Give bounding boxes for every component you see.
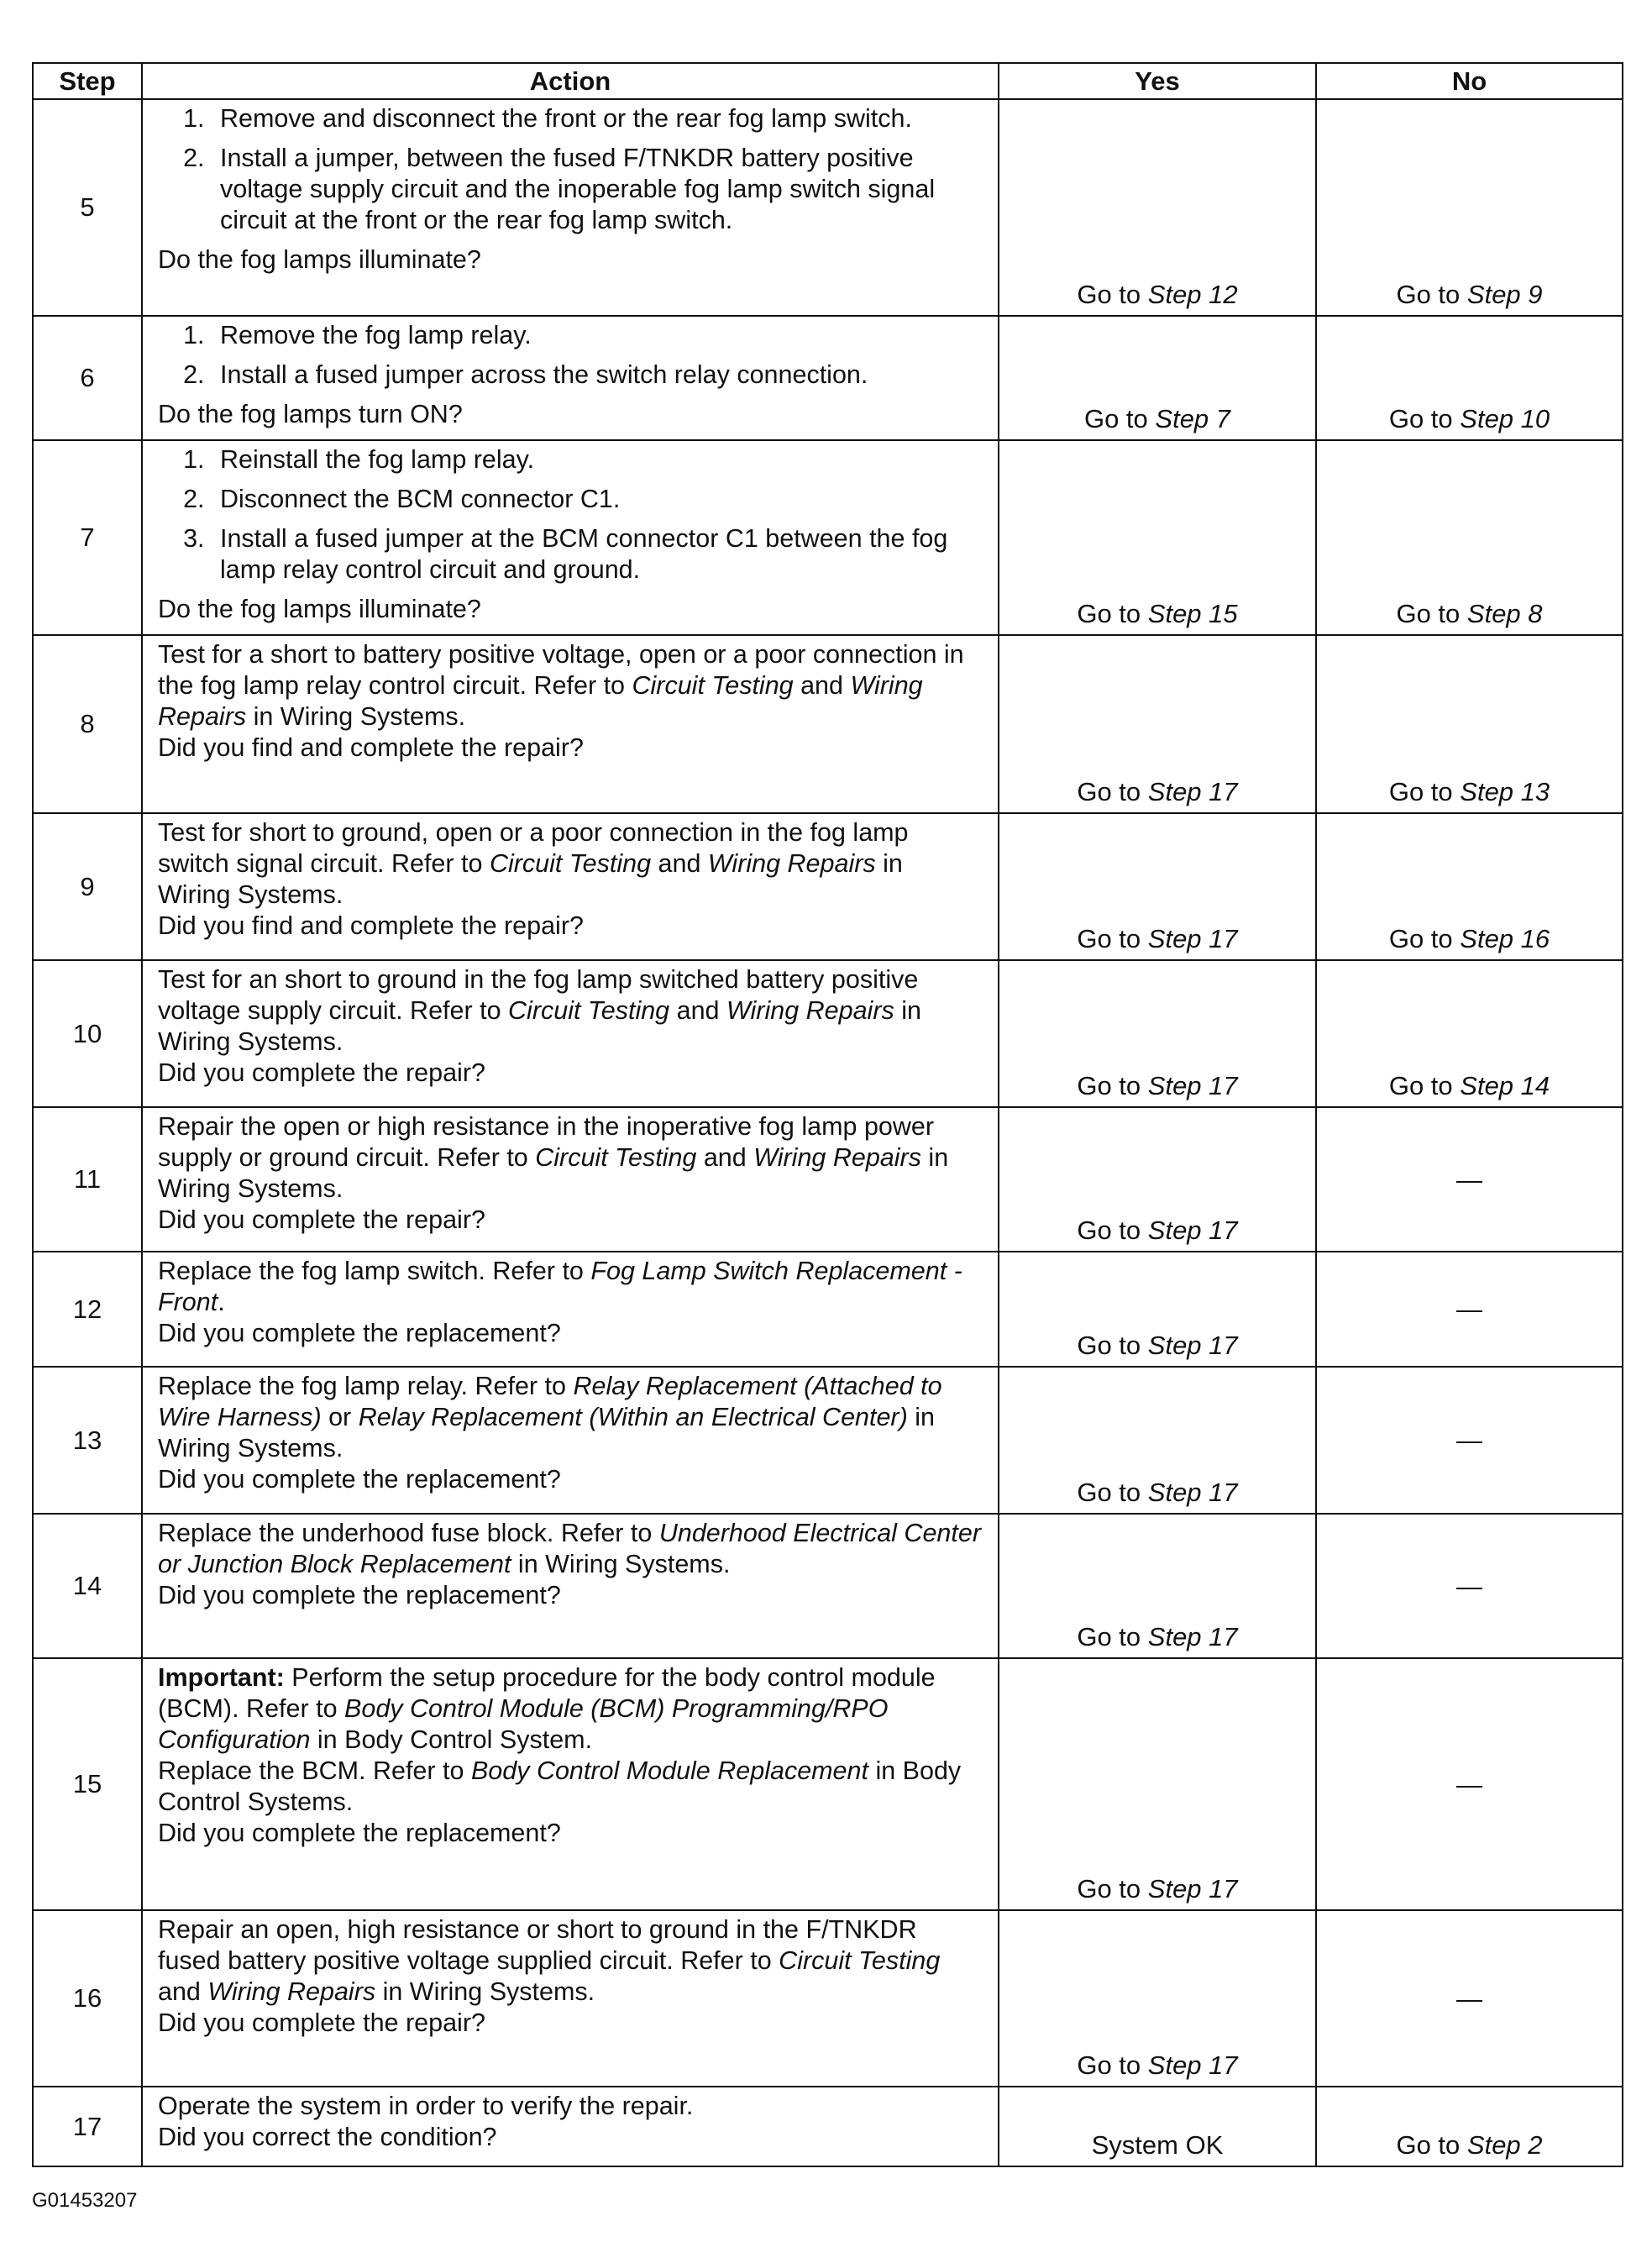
action-text: Test for an short to ground in the fog lamp switched battery positive voltage supply circuit. Refer to Circuit Testing and Wiring Repairs in Wiring Systems. bbox=[158, 965, 921, 1056]
table-row bbox=[33, 1367, 1623, 1514]
list-item: 1. Reinstall the fog lamp relay. bbox=[212, 444, 981, 475]
no-cell: Go to Step 14 bbox=[1316, 960, 1623, 1107]
action-cell bbox=[142, 1367, 999, 1514]
table-row bbox=[33, 635, 1623, 813]
yes-cell: System OK bbox=[999, 2087, 1316, 2166]
yes-cell: Go to Step 17 bbox=[999, 635, 1316, 813]
no-cell: — bbox=[1316, 1910, 1623, 2087]
action-list bbox=[158, 444, 981, 585]
no-cell: Go to Step 8 bbox=[1316, 440, 1623, 635]
list-item: 2. Install a jumper, between the fused F/TNKDR battery positive voltage supply circuit and the inoperable fog lamp switch signal circuit at the front or the rear fog lamp switch. bbox=[212, 143, 981, 236]
list-item: 2. Install a fused jumper across the switch relay connection. bbox=[212, 360, 981, 391]
step-reference: Step 17 bbox=[1147, 777, 1238, 806]
action-text: Replace the fog lamp relay. Refer to Relay Replacement (Attached to Wire Harness) or Relay Replacement (Within an Electrical Center) in Wiring Systems. bbox=[158, 1372, 942, 1462]
action-cell bbox=[142, 1252, 999, 1367]
action-cell bbox=[142, 440, 999, 635]
important-note: Important: Perform the setup procedure for the body control module (BCM). Refer to Body Control Module (BCM) Programming/RPO Configuration in Body Control System. bbox=[158, 1663, 936, 1754]
step-reference: Step 10 bbox=[1460, 404, 1550, 433]
step-number: 8 bbox=[33, 635, 142, 813]
yes-cell: Go to Step 17 bbox=[999, 960, 1316, 1107]
table-row bbox=[33, 99, 1623, 316]
action-question: Did you complete the replacement? bbox=[158, 1319, 561, 1347]
step-reference: Step 12 bbox=[1147, 280, 1238, 309]
action-question: Did you correct the condition? bbox=[158, 2123, 497, 2151]
step-reference: Step 7 bbox=[1155, 404, 1231, 433]
action-text: Test for a short to battery positive voltage, open or a poor connection in the fog lamp relay control circuit. Refer to Circuit Testing and Wiring Repairs in Wiring Systems. bbox=[158, 640, 964, 731]
table-row bbox=[33, 2087, 1623, 2166]
action-list bbox=[158, 320, 981, 391]
no-cell: Go to Step 2 bbox=[1316, 2087, 1623, 2166]
yes-cell: Go to Step 17 bbox=[999, 813, 1316, 960]
step-reference: Step 17 bbox=[1147, 1478, 1238, 1507]
action-text: Replace the BCM. Refer to Body Control Module Replacement in Body Control Systems. bbox=[158, 1756, 962, 1816]
yes-cell: Go to Step 17 bbox=[999, 1367, 1316, 1514]
yes-cell: Go to Step 17 bbox=[999, 1514, 1316, 1658]
header-step: Step bbox=[33, 63, 142, 99]
step-number: 12 bbox=[33, 1252, 142, 1367]
action-text: Replace the underhood fuse block. Refer to Underhood Electrical Center or Junction Block Replacement in Wiring Systems. bbox=[158, 1519, 981, 1578]
action-text: Repair an open, high resistance or short to ground in the F/TNKDR fused battery positive voltage supplied circuit. Refer to Circuit Testing and Wiring Repairs in Wiring Systems. bbox=[158, 1915, 941, 2006]
action-text: Replace the fog lamp switch. Refer to Fog Lamp Switch Replacement - Front. bbox=[158, 1257, 962, 1316]
step-reference: Step 17 bbox=[1147, 1331, 1238, 1360]
no-cell: Go to Step 10 bbox=[1316, 316, 1623, 440]
table-row bbox=[33, 960, 1623, 1107]
no-cell: — bbox=[1316, 1514, 1623, 1658]
step-reference: Step 17 bbox=[1147, 1622, 1238, 1651]
step-reference: Step 9 bbox=[1466, 280, 1543, 309]
table-row bbox=[33, 440, 1623, 635]
action-cell bbox=[142, 1910, 999, 2087]
action-question: Did you complete the replacement? bbox=[158, 1819, 561, 1847]
no-cell: — bbox=[1316, 1658, 1623, 1910]
yes-cell: Go to Step 12 bbox=[999, 99, 1316, 316]
table-row bbox=[33, 1252, 1623, 1367]
action-question: Did you find and complete the repair? bbox=[158, 911, 584, 940]
action-question: Did you complete the replacement? bbox=[158, 1465, 561, 1494]
step-reference: Step 17 bbox=[1147, 1874, 1238, 1903]
table-row bbox=[33, 316, 1623, 440]
step-reference: Step 14 bbox=[1460, 1071, 1550, 1100]
action-question: Did you find and complete the repair? bbox=[158, 733, 584, 762]
step-number: 5 bbox=[33, 99, 142, 316]
action-list bbox=[158, 103, 981, 236]
header-row bbox=[33, 63, 1623, 99]
step-number: 17 bbox=[33, 2087, 142, 2166]
header-action: Action bbox=[142, 63, 999, 99]
action-cell bbox=[142, 2087, 999, 2166]
diagnostic-table bbox=[32, 62, 1623, 2167]
no-cell: — bbox=[1316, 1252, 1623, 1367]
step-reference: Step 13 bbox=[1460, 777, 1550, 806]
no-cell: Go to Step 9 bbox=[1316, 99, 1623, 316]
list-item: 1. Remove the fog lamp relay. bbox=[212, 320, 981, 351]
yes-cell: Go to Step 17 bbox=[999, 1107, 1316, 1252]
list-item: 3. Install a fused jumper at the BCM connector C1 between the fog lamp relay control circuit and ground. bbox=[212, 523, 981, 585]
action-cell bbox=[142, 960, 999, 1107]
action-cell bbox=[142, 1107, 999, 1252]
action-question: Do the fog lamps illuminate? bbox=[158, 245, 481, 274]
step-reference: Step 17 bbox=[1147, 2050, 1238, 2080]
action-cell bbox=[142, 635, 999, 813]
step-reference: Step 16 bbox=[1460, 924, 1550, 953]
step-number: 9 bbox=[33, 813, 142, 960]
action-question: Do the fog lamps illuminate? bbox=[158, 595, 481, 623]
step-reference: Step 2 bbox=[1466, 2130, 1543, 2160]
figure-id: G01453207 bbox=[32, 2189, 138, 2212]
action-text: Repair the open or high resistance in the inoperative fog lamp power supply or ground circuit. Refer to Circuit Testing and Wiring Repairs in Wiring Systems. bbox=[158, 1112, 949, 1203]
list-item: 1. Remove and disconnect the front or the rear fog lamp switch. bbox=[212, 103, 981, 134]
no-cell: — bbox=[1316, 1367, 1623, 1514]
header-yes: Yes bbox=[999, 63, 1316, 99]
yes-cell: Go to Step 15 bbox=[999, 440, 1316, 635]
action-question: Did you complete the repair? bbox=[158, 1058, 485, 1087]
action-cell bbox=[142, 1514, 999, 1658]
table-row bbox=[33, 1910, 1623, 2087]
no-cell: Go to Step 13 bbox=[1316, 635, 1623, 813]
step-number: 6 bbox=[33, 316, 142, 440]
action-text: Test for short to ground, open or a poor connection in the fog lamp switch signal circuit. Refer to Circuit Testing and Wiring Repairs in Wiring Systems. bbox=[158, 818, 909, 909]
step-number: 13 bbox=[33, 1367, 142, 1514]
list-item: 2. Disconnect the BCM connector C1. bbox=[212, 484, 981, 515]
yes-cell: Go to Step 7 bbox=[999, 316, 1316, 440]
table-row bbox=[33, 1107, 1623, 1252]
table-row bbox=[33, 813, 1623, 960]
yes-cell: Go to Step 17 bbox=[999, 1910, 1316, 2087]
action-cell bbox=[142, 99, 999, 316]
no-cell: Go to Step 16 bbox=[1316, 813, 1623, 960]
action-question: Do the fog lamps turn ON? bbox=[158, 400, 463, 428]
step-number: 7 bbox=[33, 440, 142, 635]
yes-cell: Go to Step 17 bbox=[999, 1658, 1316, 1910]
step-reference: Step 15 bbox=[1147, 599, 1238, 628]
step-number: 11 bbox=[33, 1107, 142, 1252]
header-no: No bbox=[1316, 63, 1623, 99]
action-text: Operate the system in order to verify the repair. bbox=[158, 2092, 694, 2120]
action-cell bbox=[142, 813, 999, 960]
action-question: Did you complete the repair? bbox=[158, 2008, 485, 2037]
step-reference: Step 8 bbox=[1466, 599, 1543, 628]
step-reference: Step 17 bbox=[1147, 924, 1238, 953]
step-reference: Step 17 bbox=[1147, 1071, 1238, 1100]
step-number: 16 bbox=[33, 1910, 142, 2087]
step-reference: Step 17 bbox=[1147, 1216, 1238, 1245]
table-row bbox=[33, 1514, 1623, 1658]
step-number: 14 bbox=[33, 1514, 142, 1658]
action-question: Did you complete the replacement? bbox=[158, 1581, 561, 1609]
action-cell bbox=[142, 1658, 999, 1910]
yes-cell: Go to Step 17 bbox=[999, 1252, 1316, 1367]
action-question: Did you complete the repair? bbox=[158, 1205, 485, 1234]
important-label: Important: bbox=[158, 1663, 285, 1692]
no-cell: — bbox=[1316, 1107, 1623, 1252]
action-cell bbox=[142, 316, 999, 440]
table-row bbox=[33, 1658, 1623, 1910]
step-number: 10 bbox=[33, 960, 142, 1107]
step-number: 15 bbox=[33, 1658, 142, 1910]
